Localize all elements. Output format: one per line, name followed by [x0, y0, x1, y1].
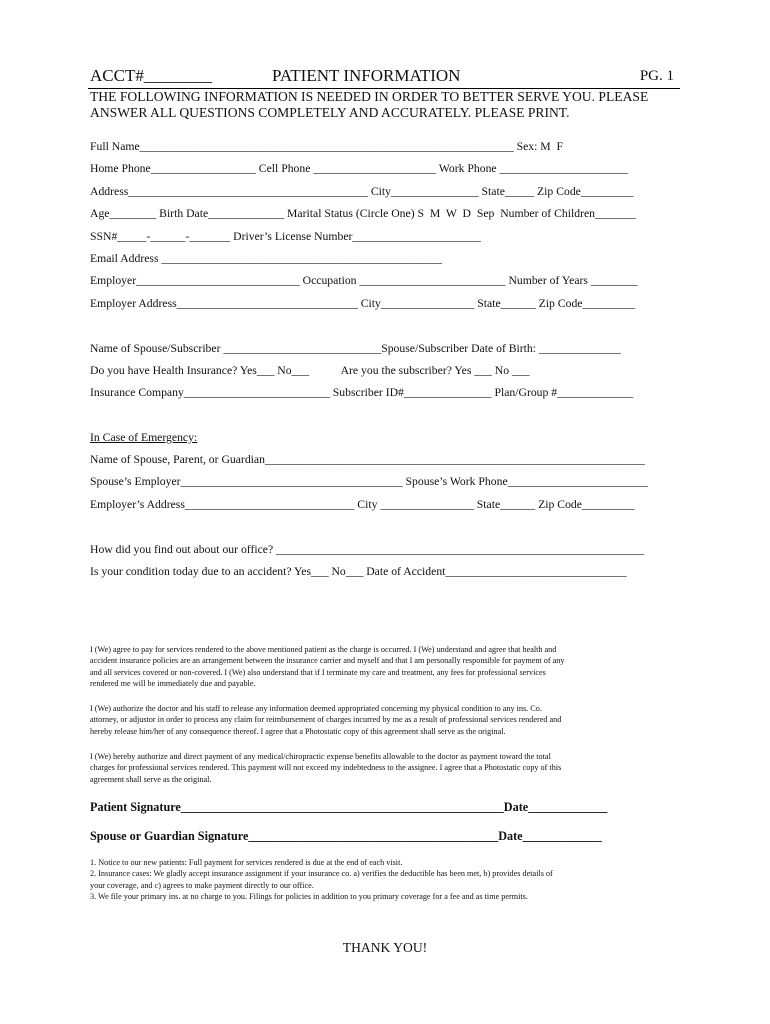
guardian-signature-line: Spouse or Guardian Signature_________________________________________Date_____________ — [90, 829, 602, 843]
spouse-employer-address-field: Employer’s Address_____________________________ City ________________ State______ Zip Code_________ — [90, 498, 635, 511]
emergency-contact-field: Name of Spouse, Parent, or Guardian_________________________________________________________________ — [90, 453, 645, 466]
insurance-company-field: Insurance Company_________________________ Subscriber ID#_______________ Plan/Group #_____________ — [90, 386, 634, 399]
account-number-field: ACCT#________ — [90, 66, 212, 85]
intro-instructions: THE FOLLOWING INFORMATION IS NEEDED IN ORDER TO BETTER SERVE YOU. PLEASE ANSWER ALL QUESTIONS COMPLETELY AND ACCURATELY. PLEASE PRINT. — [90, 89, 649, 120]
phone-fields: Home Phone__________________ Cell Phone _____________________ Work Phone ______________________ — [90, 162, 629, 175]
assignment-authorization-paragraph: I (We) hereby authorize and direct payment of any medical/chiropractic expense benefits allowable to the doctor as payment toward the total charges for professional services rendered. This payment will not exceed my indebtedness to the assignee. I agree that a Photostatic copy of this agreement shall serve as the original. — [90, 752, 562, 784]
spouse-employer-field: Spouse’s Employer______________________________________ Spouse’s Work Phone________________________ — [90, 475, 648, 488]
form-header — [90, 66, 686, 88]
form-title: PATIENT INFORMATION — [272, 66, 461, 85]
employer-address-field: Employer Address_______________________________ City________________ State______ Zip Code_________ — [90, 297, 636, 310]
page-number: PG. 1 — [639, 68, 674, 84]
office-notes: 1. Notice to our new patients: Full payment for services rendered is due at the end of each visit. 2. Insurance cases: We gladly accept insurance assignment if your insurance co. a) verifies the deductible has been met, b) provides details of your coverage, and c) agrees to make payment directly to our office. 3. We file your primary ins. at no charge to you. Filings for policies in addition to you primary coverage for a fee and as time permits. — [90, 858, 553, 901]
age-birth-marital-field: Age________ Birth Date_____________ Marital Status (Circle One) S M W D Sep Number of Children_______ — [90, 207, 636, 220]
patient-signature-line: Patient Signature_____________________________________________________Date_____________ — [90, 800, 608, 814]
email-field: Email Address ________________________________________________ — [90, 252, 442, 265]
full-name-field: Full Name________________________________________________________________ Sex: M F — [90, 140, 564, 153]
release-authorization-paragraph: I (We) authorize the doctor and his staff to release any information deemed appropriated concerning my physical condition to any ins. Co. attorney, or adjustor in order to process any claim for reimbursement of charges incurred by me as a result of professional services rendered and hereby release him/her of any consequence thereof. I agree that a Photostatic copy of this agreement shall serve as the original. — [90, 704, 562, 736]
address-field: Address_________________________________________ City_______________ State_____ Zip Code_________ — [90, 185, 634, 198]
health-insurance-question: Do you have Health Insurance? Yes___ No___ Are you the subscriber? Yes ___ No ___ — [90, 364, 530, 377]
accident-question: Is your condition today due to an accident? Yes___ No___ Date of Accident_______________________________ — [90, 565, 627, 578]
payment-agreement-paragraph: I (We) agree to pay for services rendered to the above mentioned patient as the charge is occurred. I (We) understand and agree that health and accident insurance policies are an arrangement between the insurance carrier and myself and that I am personally responsible for payment of any and all services covered or non-covered. I (We) also understand that if I terminate my care and treatment, any fees for professional services rendered me will be immediately due and payable. — [90, 645, 565, 689]
ssn-license-field: SSN#_____-______-_______ Driver’s License Number______________________ — [90, 230, 481, 243]
referral-question: How did you find out about our office? _______________________________________________________________ — [90, 543, 645, 556]
spouse-subscriber-field: Name of Spouse/Subscriber ___________________________Spouse/Subscriber Date of Birth: ______________ — [90, 342, 621, 355]
employer-field: Employer____________________________ Occupation _________________________ Number of Years ________ — [90, 274, 638, 287]
emergency-heading: In Case of Emergency: — [90, 431, 198, 444]
thank-you-text: THANK YOU! — [342, 940, 428, 955]
